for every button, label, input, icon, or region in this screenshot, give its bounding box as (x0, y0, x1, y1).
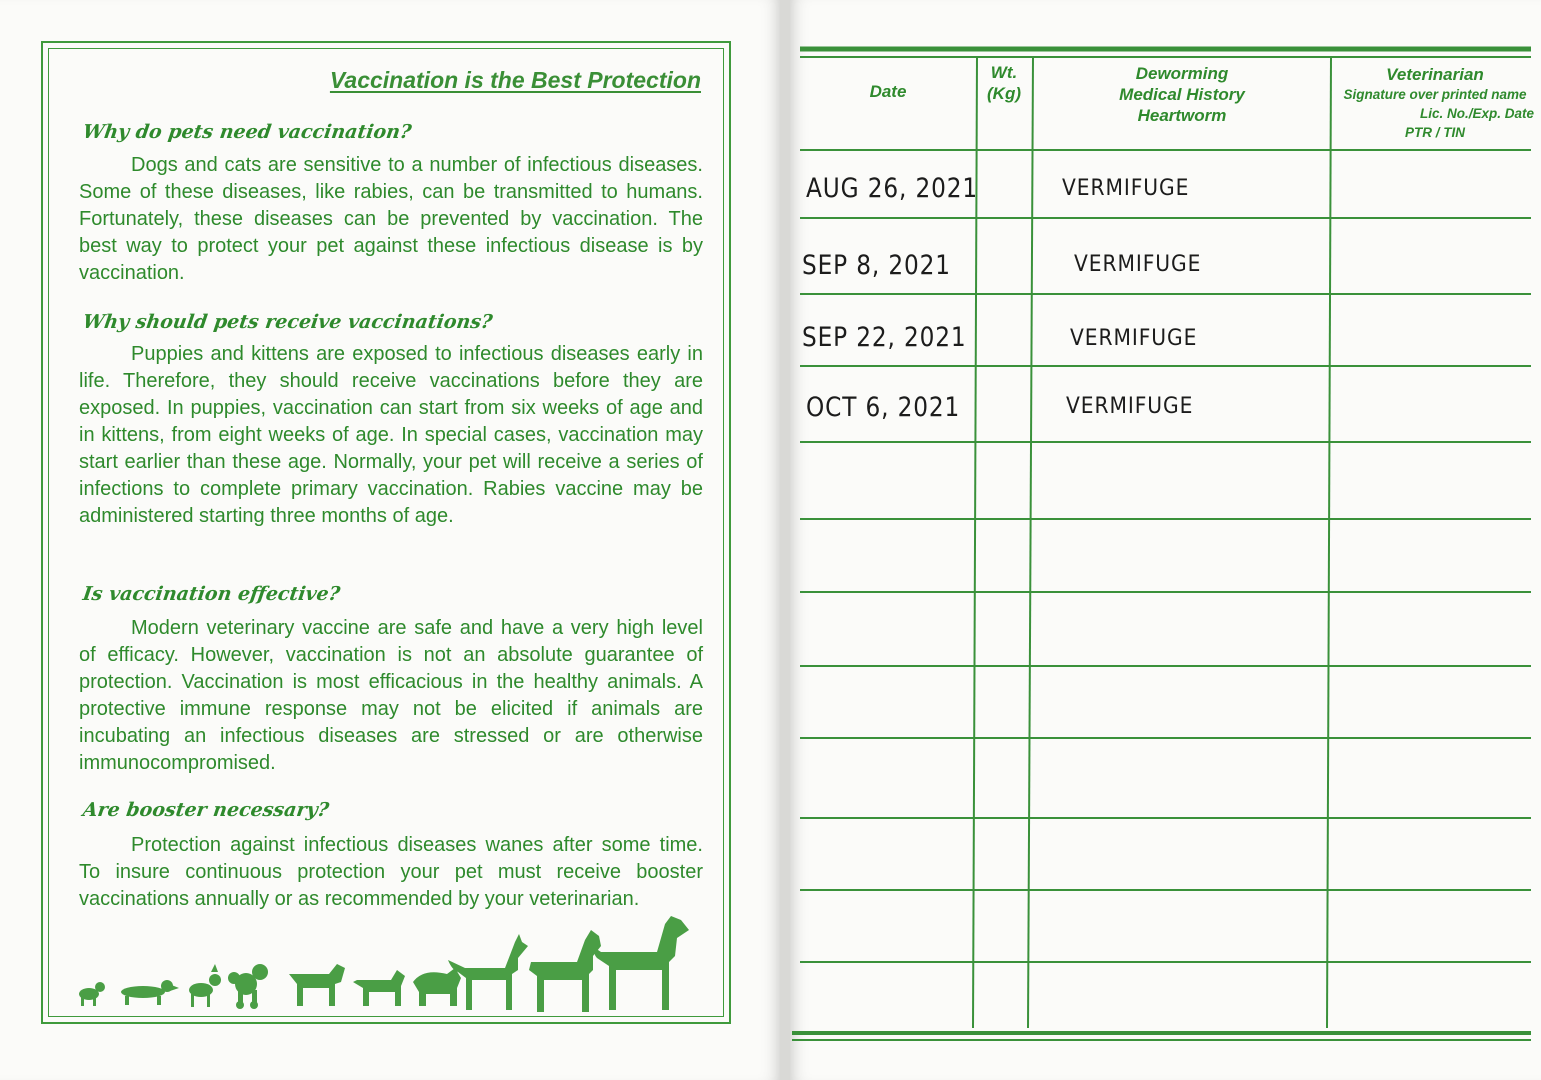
row-date: SEP 22, 2021 (802, 322, 967, 353)
header-history-line3: Heartworm (1137, 106, 1227, 125)
header-weight-line2: (Kg) (987, 84, 1021, 103)
column-divider-history (1327, 57, 1331, 1028)
record-table-grid (790, 0, 1541, 1080)
dog-breeds-silhouette-icon (61, 912, 711, 1012)
row-history: VERMIFUGE (1070, 326, 1198, 351)
row-history: VERMIFUGE (1066, 394, 1194, 419)
section-body-why-receive: Puppies and kittens are exposed to infectious diseases early in life. Therefore, they should receive vaccinations before they are exposed. In puppies, vaccination can start from six weeks of age and in kittens, from eight weeks of age. In special cases, vaccination may start earlier than these age. Normally, your pet will receive a series of infections to complete primary vaccination. Rabies vaccine may be administered starting three months of age. (79, 343, 703, 527)
row-date: AUG 26, 2021 (806, 173, 978, 204)
row-date: OCT 6, 2021 (806, 392, 961, 423)
page-border-frame (41, 41, 731, 1024)
header-history (1034, 63, 1330, 126)
section-body-effective: Modern veterinary vaccine are safe and have a very high level of efficacy. However, vaccination is not an absolute guarantee of protection. Vaccination is most efficacious in the healthy animals. A protective immune response may not be elicited if animals are incubating an infectious diseases are stressed or are otherwise immunocompromised. (79, 617, 703, 774)
row-date: SEP 8, 2021 (802, 250, 951, 281)
section-heading-why-need: Why do pets need vaccination? (81, 121, 413, 143)
page-title: Vaccination is the Best Protection (329, 67, 701, 93)
header-vet-line4: PTR / TIN (1405, 125, 1465, 140)
header-history-line2: Medical History (1119, 85, 1245, 104)
section-body-booster: Protection against infectious diseases wanes after some time. To insure continuous protection your pet must receive booster vaccinations annually or as recommended by your veterinarian. (79, 834, 703, 910)
section-body-why-need: Dogs and cats are sensitive to a number of infectious diseases. Some of these diseases, like rabies, can be transmitted to humans. Fortunately, these diseases can be prevented by vaccination. The best way to protect your pet against these infectious disease is by vaccination. (79, 154, 703, 284)
header-weight (976, 62, 1032, 104)
header-veterinarian (1330, 64, 1540, 142)
row-history: VERMIFUGE (1074, 252, 1202, 277)
header-vet-line1: Veterinarian (1386, 65, 1484, 84)
header-vet-line2: Signature over printed name (1343, 87, 1527, 102)
right-page (790, 0, 1541, 1080)
section-heading-booster: Are booster necessary? (81, 799, 331, 821)
section-heading-why-receive: Why should pets receive vaccinations? (81, 311, 494, 333)
header-weight-line1: Wt. (990, 63, 1018, 82)
header-date: Date (869, 82, 907, 101)
row-history: VERMIFUGE (1062, 176, 1190, 201)
header-history-line1: Deworming (1135, 64, 1229, 83)
header-vet-line3: Lic. No./Exp. Date (1419, 106, 1534, 121)
column-divider-weight (1028, 57, 1033, 1028)
section-heading-effective: Is vaccination effective? (81, 583, 342, 605)
